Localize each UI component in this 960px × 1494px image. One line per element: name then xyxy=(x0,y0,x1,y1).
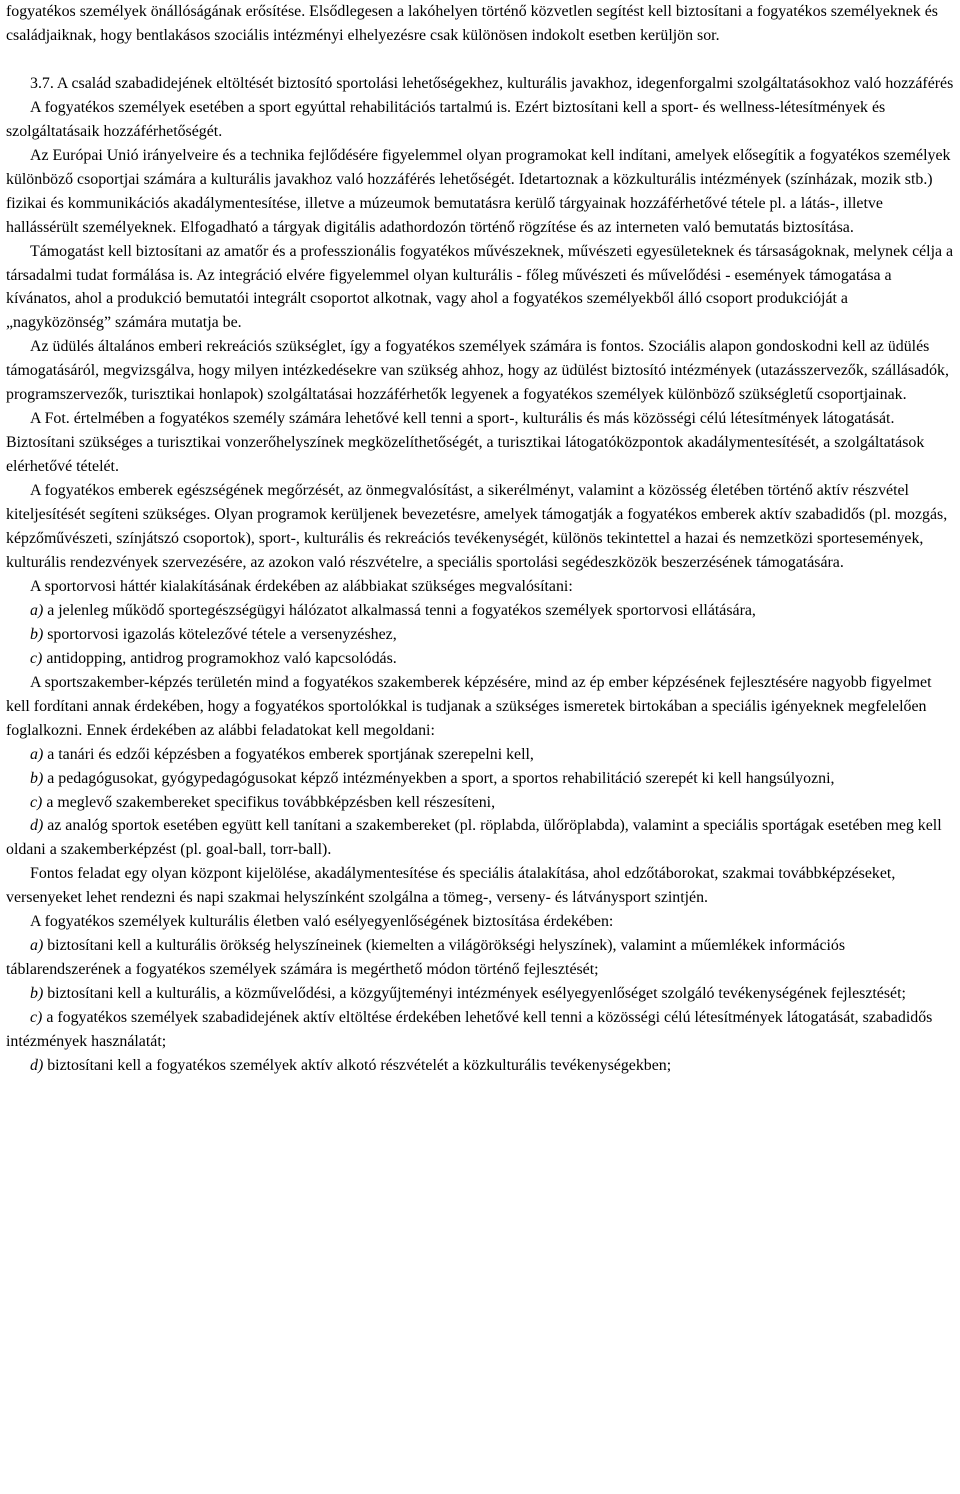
list-marker: c) xyxy=(30,1009,43,1027)
body-paragraph xyxy=(6,72,954,96)
body-paragraph xyxy=(6,96,954,144)
list-marker: a) xyxy=(30,937,44,955)
paragraph-text: a tanári és edzői képzésben a fogyatékos emberek sportjának szerepelni kell, xyxy=(43,745,534,763)
list-marker: b) xyxy=(30,769,44,787)
list-item-paragraph xyxy=(6,599,954,623)
paragraph-text: Az üdülés általános emberi rekreációs szükséglet, így a fogyatékos személyek számára is fontos. Szociális alapon gondoskodni kell az üdülés támogatásáról, megvizsgálva, hogy milyen intézkedésekre van szükség ahhoz, hogy az üdülést biztosító intézmények (utazásszervezők, szállásadók, programszervezők, turisztikai honlapok) szolgáltatásai hozzáférhetők legyenek a fogyatékos személyek különböző szükségletű csoportjainak. xyxy=(6,338,949,404)
paragraph-text: antidopping, antidrog programokhoz való kapcsolódás. xyxy=(42,649,397,667)
list-marker: b) xyxy=(30,985,44,1003)
paragraph-text: A fogyatékos személyek esetében a sport egyúttal rehabilitációs tartalmú is. Ezért biztosítani kell a sport- és wellness-létesítmények és szolgáltatásaik hozzáférhetőségét. xyxy=(6,98,886,140)
list-item-paragraph xyxy=(6,934,954,982)
paragraph-text: biztosítani kell a kulturális, a közművelődési, a közgyűjteményi intézmények esélyegyenlőséget szolgáló tevékenységének fejlesztését; xyxy=(43,985,906,1003)
list-marker: c) xyxy=(30,649,43,667)
list-marker: a) xyxy=(30,601,44,619)
list-marker: d) xyxy=(30,817,44,835)
list-marker: a) xyxy=(30,745,44,763)
body-paragraph xyxy=(6,407,954,479)
paragraph-text: a pedagógusokat, gyógypedagógusokat képző intézményekben a sport, a sportos rehabilitáció szerepét ki kell hangsúlyozni, xyxy=(43,769,835,787)
paragraph-text: Fontos feladat egy olyan központ kijelölése, akadálymentesítése és speciális átalakítása, ahol edzőtáborokat, szakmai továbbképzéseket, versenyeket lehet rendezni és napi szakmai helyszínként szolgálna a tömeg-, verseny- és látványsport szintjén. xyxy=(6,865,896,907)
list-item-paragraph xyxy=(6,767,954,791)
list-marker: c) xyxy=(30,793,43,811)
body-paragraph xyxy=(6,0,954,48)
paragraph-spacer xyxy=(6,48,954,72)
paragraph-text: biztosítani kell a kulturális örökség helyszíneinek (kiemelten a világörökségi helyszínek), valamint a műemlékek információs táblarendszerének a fogyatékos személyek számára is megérthető módon történő fejlesztését; xyxy=(6,937,846,979)
paragraph-text: a meglevő szakembereket specifikus továbbképzésben kell részesíteni, xyxy=(42,793,496,811)
list-item-paragraph xyxy=(6,623,954,647)
paragraph-text: a fogyatékos személyek szabadidejének aktív eltöltése érdekében lehetővé kell tenni a közösségi célú létesítmények látogatását, szabadidős intézmények használatát; xyxy=(6,1009,933,1051)
list-item-paragraph xyxy=(6,647,954,671)
paragraph-text: Támogatást kell biztosítani az amatőr és a professzionális fogyatékos művészeknek, művészeti egyesületeknek és társaságoknak, melynek célja a társadalmi tudat formálása is. Az integráció elvére figyelemmel olyan kulturális - főleg művészeti és művelődési - események támogatása a kívánatos, ahol a produkció bemutatói integrált csoportot alkotnak, vagy ahol a fogyatékos személyekből álló csoport produkcióját a „nagyközönség” számára mutatja be. xyxy=(6,242,954,332)
paragraph-text: A sportszakember-képzés területén mind a fogyatékos szakemberek képzésére, mind az ép ember képzésének fejlesztésére nagyobb figyelmet kell fordítani annak érdekében, hogy a fogyatékos sportolókkal is tudjanak a szükséges ismeretek birtokában a speciális igényeknek megfelelően foglalkozni. Ennek érdekében az alábbi feladatokat kell megoldani: xyxy=(6,673,932,739)
paragraph-text: fogyatékos személyek önállóságának erősítése. Elsődlegesen a lakóhelyen történő közvetlen segítést kell biztosítani a fogyatékos személyeknek és családjaiknak, hogy bentlakásos szociális intézményi elhelyezésre csak különösen indokolt esetben kerüljön sor. xyxy=(6,3,938,44)
body-paragraph xyxy=(6,671,954,743)
paragraph-text: az analóg sportok esetében együtt kell tanítani a szakembereket (pl. röplabda, ülőröplabda), valamint a speciális sportágak esetében meg kell oldani a szakemberképzést (pl. goal-ball, torr-ball). xyxy=(6,817,942,859)
paragraph-text: a jelenleg működő sportegészségügyi hálózatot alkalmassá tenni a fogyatékos személyek sportorvosi ellátására, xyxy=(43,601,756,619)
paragraph-text: A Fot. értelmében a fogyatékos személy számára lehetővé kell tenni a sport-, kulturális és más közösségi célú létesítmények látogatását. Biztosítani szükséges a turisztikai vonzerőhelyszínek megközelíthetőségét, a turisztikai látogatóközpontok akadálymentesítését, a szolgáltatások elérhetővé tételét. xyxy=(6,410,925,476)
list-marker: d) xyxy=(30,1056,44,1074)
list-item-paragraph xyxy=(6,743,954,767)
body-paragraph xyxy=(6,910,954,934)
body-paragraph xyxy=(6,862,954,910)
list-item-paragraph xyxy=(6,982,954,1006)
paragraph-text: 3.7. A család szabadidejének eltöltését biztosító sportolási lehetőségekhez, kulturális javakhoz, idegenforgalmi szolgáltatásokhoz való hozzáférés xyxy=(30,74,954,92)
document-body xyxy=(6,0,954,1078)
paragraph-text: biztosítani kell a fogyatékos személyek aktív alkotó részvételét a közkulturális tevékenységekben; xyxy=(43,1056,672,1074)
paragraph-text: A fogyatékos emberek egészségének megőrzését, az önmegvalósítást, a sikerélményt, valamint a közösség életében történő aktív részvétel kiteljesítését segíteni szükséges. Olyan programok kerüljenek bevezetésre, amelyek támogatják a fogyatékos emberek aktív szabadidős (pl. mozgás, képzőművészeti, színjátszó csoportok), sport-, kulturális és rekreációs tevékenységét, különös tekintettel a hazai és nemzetközi sportesemények, kulturális rendezvények szervezésére, az azokon való részvételre, a speciális sportolási segédeszközök beszerzésének támogatására. xyxy=(6,482,948,571)
body-paragraph xyxy=(6,144,954,240)
body-paragraph xyxy=(6,240,954,336)
list-item-paragraph xyxy=(6,791,954,815)
paragraph-text: sportorvosi igazolás kötelezővé tétele a versenyzéshez, xyxy=(43,625,397,643)
body-paragraph xyxy=(6,479,954,575)
paragraph-text: Az Európai Unió irányelveire és a technika fejlődésére figyelemmel olyan programokat kell indítani, amelyek elősegítik a fogyatékos személyek különböző csoportjai számára a kulturális javakhoz való hozzáférés lehetőségét. Idetartoznak a közkulturális intézmények (színházak, mozik stb.) fizikai és kommunikációs akadálymentesítése, illetve a múzeumok bemutatásra kerülő tárgyainak hozzáférhetővé tétele pl. a látás-, illetve hallássérült személyeknek. Elfogadható a tárgyak digitális adathordozón történő rögzítése és az interneten való bemutatás biztosítása. xyxy=(6,146,951,236)
list-marker: b) xyxy=(30,625,44,643)
list-item-paragraph xyxy=(6,1054,954,1078)
paragraph-text: A fogyatékos személyek kulturális életben való esélyegyenlőségének biztosítása érdekében: xyxy=(30,913,614,931)
paragraph-text: A sportorvosi háttér kialakításának érdekében az alábbiakat szükséges megvalósítani: xyxy=(30,577,573,595)
body-paragraph xyxy=(6,575,954,599)
list-item-paragraph xyxy=(6,1006,954,1054)
body-paragraph xyxy=(6,335,954,407)
list-item-paragraph xyxy=(6,814,954,862)
